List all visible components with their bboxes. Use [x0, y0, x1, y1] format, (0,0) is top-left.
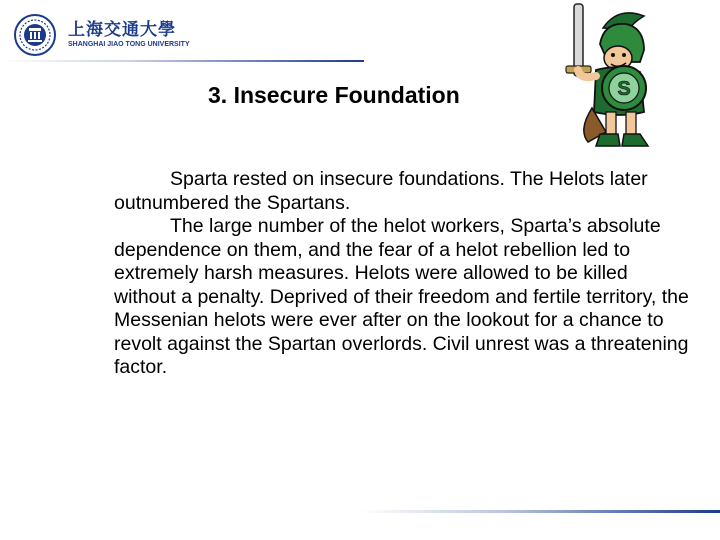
- spartan-warrior-mascot-icon: [548, 0, 666, 152]
- university-logo: [14, 14, 190, 58]
- university-seal-icon: [14, 14, 56, 56]
- university-name-english: SHANGHAI JIAO TONG UNIVERSITY: [68, 41, 190, 48]
- slide-body: [114, 168, 692, 380]
- footer-divider: [360, 510, 720, 513]
- university-name-chinese: 上海交通大學: [68, 20, 176, 40]
- body-paragraph-2: The large number of the helot workers, Sparta’s absolute dependence on them, and the fear of a helot rebellion led to extremely harsh measures. Helots were allowed to be killed without a penalty. Deprived of their freedom and fertile territory, the Messenian helots were ever after on the lookout for a chance to revolt against the Spartan overlords. Civil unrest was a threatening factor.: [114, 215, 689, 378]
- body-paragraph-1: Sparta rested on insecure foundations. The Helots later outnumbered the Spartans.: [114, 168, 648, 214]
- svg-text:S: S: [617, 78, 631, 100]
- slide-title: 3. Insecure Foundation: [208, 82, 460, 108]
- header-divider: [0, 60, 364, 62]
